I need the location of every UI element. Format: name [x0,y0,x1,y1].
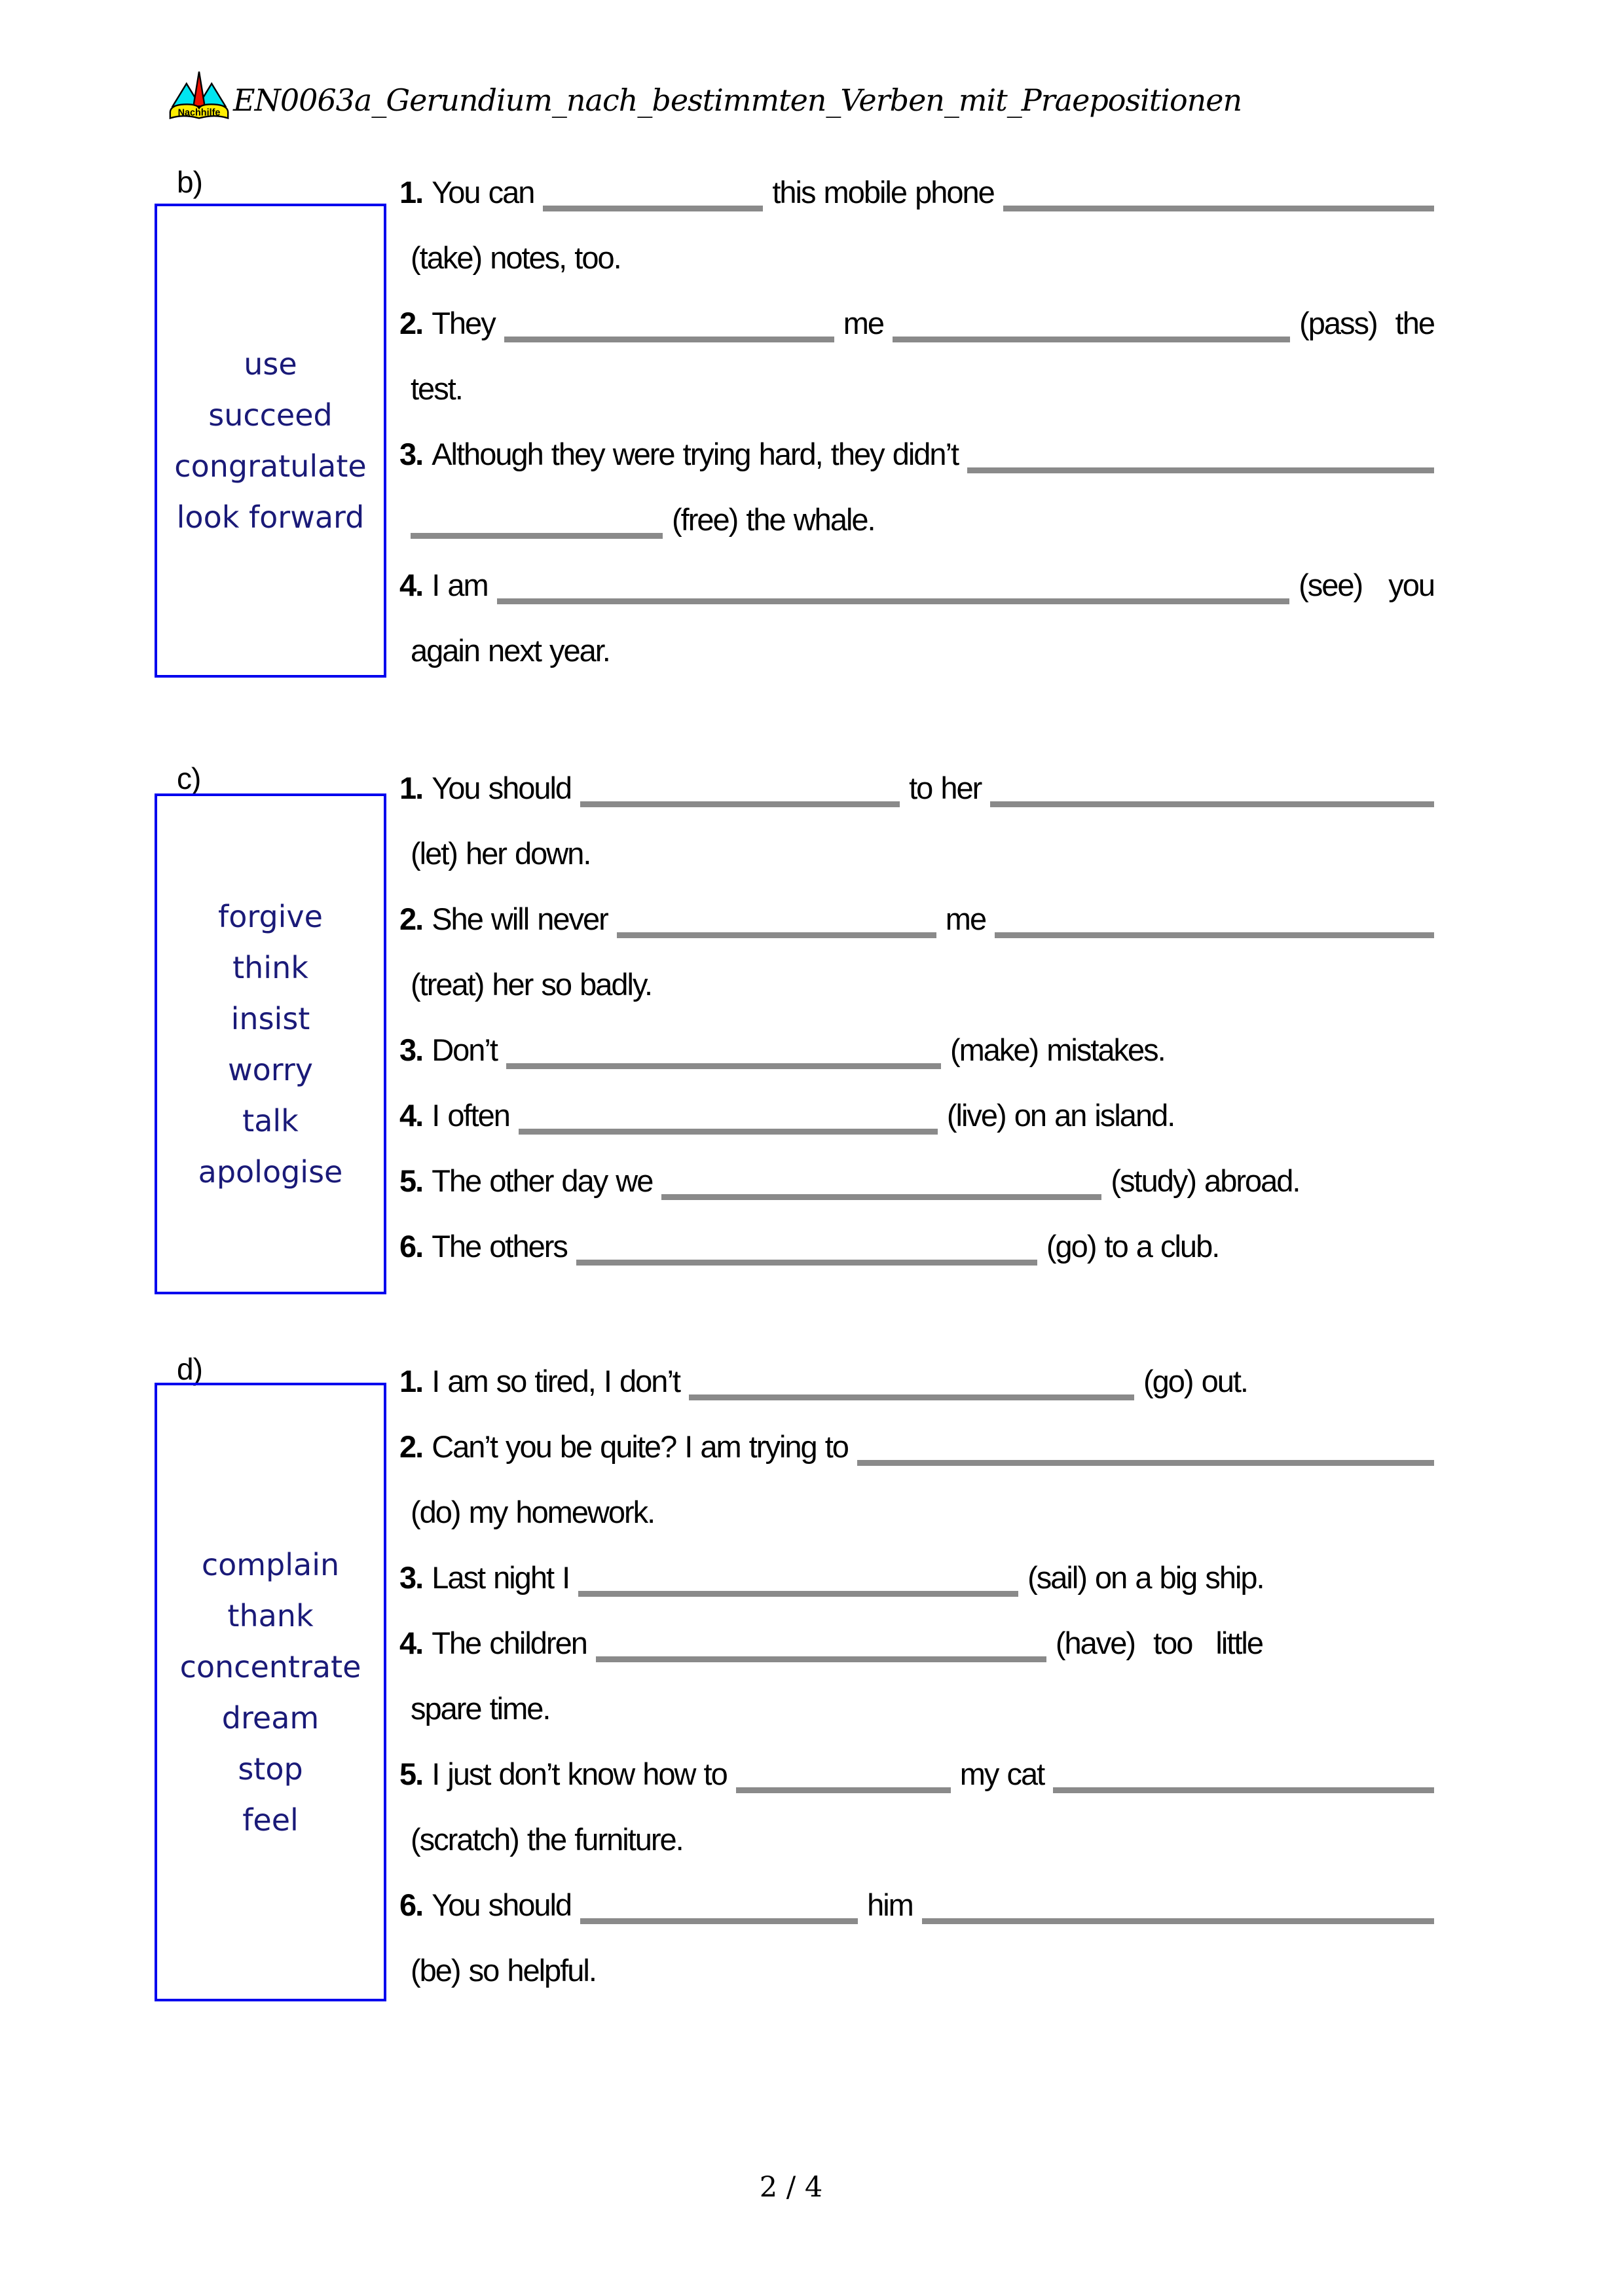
sentence-number: 3. [399,1560,423,1595]
sentence-number: 5. [399,1163,423,1198]
sentence-text: (have) [1055,1626,1135,1660]
sentence-number: 3. [399,1032,423,1067]
blank-field [1053,1779,1434,1793]
sentence-text: (let) her down. [411,836,591,871]
sentence-line [399,1470,1434,1535]
sentence-text: (study) abroad. [1111,1163,1300,1198]
blank-field [580,1910,858,1924]
blank-field [497,591,1290,604]
sentence-text: (take) notes, too. [411,240,621,275]
blank-field [506,1055,941,1069]
word-item: forgive [218,898,323,934]
word-box-c [155,793,386,1294]
sentence-text: this mobile phone [772,175,994,210]
sentence-line [399,1797,1434,1863]
sentence-text: (treat) her so badly. [411,967,652,1002]
sentence-text: Can’t you be quite? I am trying to [432,1429,848,1464]
sentence-line [399,1139,1434,1204]
sentence-number: 1. [399,771,423,805]
sentence-number: 4. [399,1098,423,1133]
blank-field [736,1779,951,1793]
sentence-text: She will never [432,902,608,936]
blank-field [1003,198,1434,211]
sentence-text: too [1153,1626,1192,1660]
sentence-text: Although they were trying hard, they didn’t [432,437,959,471]
sentence-text: (free) the whale. [672,502,875,537]
sentences-d [399,1339,1434,1994]
sentence-number: 2. [399,902,423,936]
word-box-d [155,1383,386,2001]
sentence-text: little [1215,1626,1263,1660]
word-item: think [232,949,308,985]
sentence-text: me [945,902,986,936]
sentence-text: I often [432,1098,509,1133]
sentence-number: 2. [399,306,423,340]
word-item: use [244,346,297,382]
sentence-text: You can [432,175,534,210]
sentence-line [399,877,1434,942]
sentence-number: 1. [399,1364,423,1398]
sentence-text: (scratch) the furniture. [411,1822,683,1857]
sentence-text: I am [432,568,488,602]
word-item: dream [221,1700,320,1736]
sentence-text: The children [432,1626,587,1660]
sentence-text: (go) to a club. [1046,1229,1219,1264]
section-label-b: b) [177,165,202,199]
sentence-line [399,543,1434,608]
sentence-line [399,1732,1434,1797]
sentence-number: 2. [399,1429,423,1464]
word-item: complain [201,1546,340,1582]
sentence-text: again next year. [411,633,610,668]
blank-field [519,1121,938,1135]
sentence-line [399,942,1434,1008]
sentence-line [399,346,1434,412]
sentence-line [399,811,1434,877]
blank-field [995,924,1434,938]
sentence-number: 4. [399,568,423,602]
blank-field [857,1452,1434,1466]
sentence-number: 4. [399,1626,423,1660]
sentence-line [399,412,1434,477]
sentence-line [399,1535,1434,1601]
blank-field [893,329,1290,342]
word-item: look forward [176,500,365,535]
sentence-line [399,150,1434,215]
sentence-text: me [843,306,883,340]
sentence-line [399,1404,1434,1470]
page-number: 2 / 4 [759,2171,823,2204]
sentence-text: I just don’t know how to [432,1757,727,1791]
word-item: congratulate [174,448,367,484]
sentence-line [399,1666,1434,1732]
sentence-line [399,1204,1434,1269]
sentence-text: They [432,306,495,340]
section-label-d: d) [177,1352,202,1386]
blank-field [411,525,663,539]
sentence-text: (be) so helpful. [411,1953,596,1988]
sentence-line [399,477,1434,543]
sentence-text: The others [432,1229,567,1264]
sentence-number: 6. [399,1229,423,1264]
blank-field [617,924,936,938]
document-title: EN0063a_Gerundium_nach_bestimmten_Verben_mit_Praepositionen [233,82,1242,118]
sentence-line [399,215,1434,281]
blank-field [578,1583,1018,1597]
section-label-c: c) [177,761,201,795]
sentences-c [399,746,1434,1269]
word-item: feel [242,1802,299,1838]
blank-field [689,1387,1134,1400]
blank-field [543,198,763,211]
sentence-text: Don’t [432,1032,497,1067]
sentence-text: You should [432,1887,572,1922]
nachhilfe-logo-icon [168,69,231,120]
word-item: thank [227,1597,314,1633]
sentence-line [399,281,1434,346]
blank-field [661,1186,1101,1200]
sentence-text: him [867,1887,913,1922]
word-item: apologise [198,1154,343,1190]
sentence-line [399,608,1434,674]
sentence-line [399,1008,1434,1073]
sentence-line [399,1601,1434,1666]
sentence-text: you [1388,568,1434,602]
blank-field [990,793,1434,807]
sentence-text: (go) out. [1143,1364,1247,1398]
sentence-text: (see) [1299,568,1363,602]
sentence-text: The other day we [432,1163,653,1198]
sentence-number: 1. [399,175,423,210]
sentence-text: I am so tired, I don’t [432,1364,680,1398]
sentence-text: Last night I [432,1560,570,1595]
sentence-text: test. [411,371,462,406]
word-item: talk [242,1102,299,1139]
sentence-text: (do) my homework. [411,1495,655,1529]
word-item: concentrate [179,1649,361,1685]
word-item: worry [227,1051,313,1087]
blank-field [922,1910,1434,1924]
word-item: stop [238,1751,303,1787]
blank-field [967,460,1434,473]
sentence-text: You should [432,771,572,805]
sentence-line [399,1073,1434,1139]
blank-field [580,793,900,807]
sentence-text: (live) on an island. [946,1098,1175,1133]
sentence-line [399,1863,1434,1928]
sentence-number: 3. [399,437,423,471]
word-item: insist [231,1000,310,1036]
blank-field [504,329,834,342]
word-box-b [155,204,386,678]
logo-text: Nachhilfe [177,107,221,118]
sentence-line [399,1928,1434,1994]
sentence-text: to her [909,771,982,805]
sentence-text: (pass) [1299,306,1377,340]
blank-field [596,1649,1046,1662]
sentence-text: spare time. [411,1691,550,1726]
sentences-b [399,150,1434,674]
sentence-text: (sail) on a big ship. [1027,1560,1264,1595]
sentence-line [399,746,1434,811]
word-item: succeed [208,397,333,433]
blank-field [576,1252,1037,1266]
sentence-text: my cat [959,1757,1044,1791]
sentence-line [399,1339,1434,1404]
sentence-number: 5. [399,1757,423,1791]
sentence-number: 6. [399,1887,423,1922]
sentence-text: the [1395,306,1434,340]
sentence-text: (make) mistakes. [950,1032,1165,1067]
